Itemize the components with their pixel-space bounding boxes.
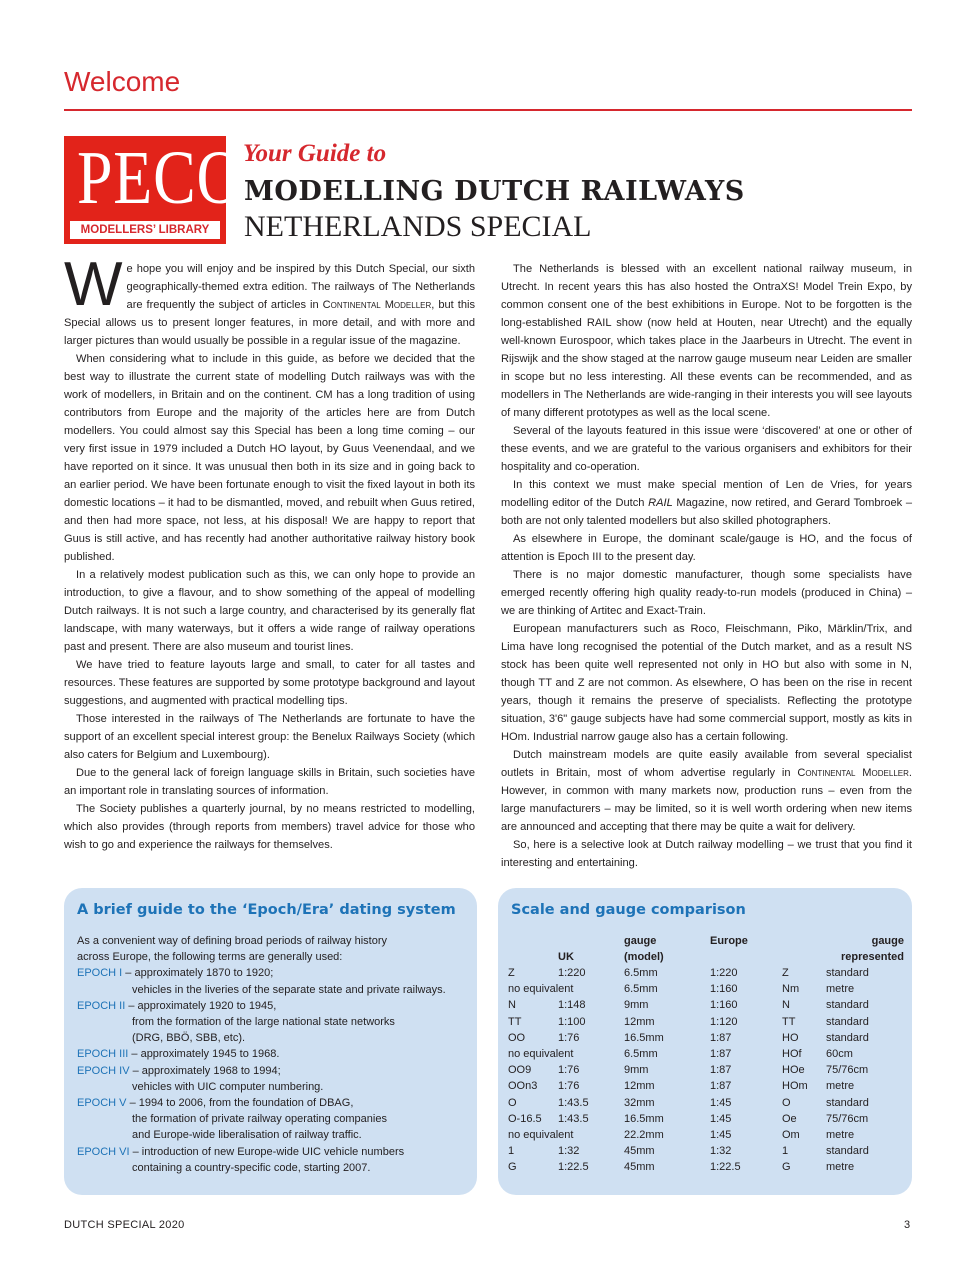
epoch-text: – approximately 1968 to 1994; (129, 1064, 281, 1077)
europe-scale-cell: 1:45 (710, 1129, 732, 1142)
europe-scale-cell: 1:87 (710, 1048, 732, 1061)
europe-scale-cell: 1:160 (710, 983, 738, 996)
magazine-name: Continental Modeller (322, 299, 432, 311)
uk-gauge-cell: no equivalent (508, 1129, 574, 1142)
footer-publication: DUTCH SPECIAL 2020 (64, 1219, 185, 1231)
epoch-detail: from the formation of the large national state networks (132, 1016, 395, 1029)
article-column-left (64, 250, 475, 854)
epoch-item (77, 965, 472, 981)
epoch-detail: the formation of private railway operating companies (132, 1113, 387, 1126)
epoch-detail: vehicles with UIC computer numbering. (132, 1080, 324, 1093)
header-gauge-model: gauge (model) (624, 935, 664, 963)
article-text: Dutch mainstream models are quite easily available from several specialist outlets in Britain, most of whom advertise regularly in (501, 749, 912, 779)
article-paragraph: So, here is a selective look at Dutch railway modelling – we trust that you find it interesting and entertaining. (501, 839, 912, 869)
uk-scale-cell: 1:76 (558, 1031, 580, 1044)
guide-kicker: Your Guide to (243, 140, 387, 167)
gauge-represented-cell: metre (826, 983, 855, 996)
logo-strip: MODELLERS’ LIBRARY (70, 221, 220, 239)
article-paragraph (501, 746, 912, 836)
guide-subtitle: NETHERLANDS SPECIAL (244, 210, 592, 243)
epoch-detail: vehicles in the liveries of the separate state and private railways. (132, 983, 446, 996)
uk-scale-cell: 1:76 (558, 1080, 580, 1093)
gauge-represented-cell: standard (826, 1096, 869, 1109)
model-gauge-cell: 6.5mm (624, 983, 658, 996)
model-gauge-cell: 9mm (624, 999, 649, 1012)
peco-logo (64, 136, 244, 244)
europe-gauge-cell: Nm (782, 983, 800, 996)
europe-scale-cell: 1:45 (710, 1112, 732, 1125)
gauge-represented-cell: standard (826, 999, 869, 1012)
table-row (508, 1014, 904, 1030)
table-row (508, 1078, 904, 1094)
epoch-label: EPOCH III (77, 1048, 129, 1061)
article-paragraph: As elsewhere in Europe, the dominant scale/gauge is HO, and the focus of attention is Epoch III to the present day. (501, 533, 912, 563)
article-text: e hope you will enjoy and be inspired by this Dutch Special, our sixth geographically-themed extra edition. The railways of The Netherlands are frequently the subject of articles in (126, 263, 475, 311)
uk-gauge-cell: N (508, 999, 516, 1012)
article-paragraph: Due to the general lack of foreign language skills in Britain, such societies have an important role in translating sources of information. (64, 767, 475, 797)
model-gauge-cell: 16.5mm (624, 1031, 664, 1044)
model-gauge-cell: 22.2mm (624, 1129, 664, 1142)
article-paragraph (64, 250, 475, 350)
epoch-label: EPOCH V (77, 1097, 127, 1110)
uk-scale-cell: 1:76 (558, 1064, 580, 1077)
table-row (508, 1062, 904, 1078)
uk-scale-cell: 1:148 (558, 999, 586, 1012)
uk-gauge-cell: OO9 (508, 1064, 532, 1077)
page-number: 3 (904, 1219, 911, 1231)
uk-scale-cell: 1:22.5 (558, 1161, 589, 1174)
europe-gauge-cell: HOe (782, 1064, 805, 1077)
title-rule (64, 109, 912, 111)
epoch-label: EPOCH VI (77, 1145, 130, 1158)
table-row (508, 1159, 904, 1175)
epoch-detail: and Europe-wide liberalisation of railway traffic. (132, 1129, 362, 1142)
epoch-box-title: A brief guide to the ‘Epoch/Era’ dating system (77, 902, 456, 918)
europe-scale-cell: 1:120 (710, 1015, 738, 1028)
uk-gauge-cell: Z (508, 967, 515, 979)
table-header-row (508, 933, 904, 965)
epoch-label: EPOCH II (77, 999, 126, 1012)
model-gauge-cell: 45mm (624, 1145, 655, 1158)
header-gauge-represented: gauge represented (841, 935, 904, 963)
uk-gauge-cell: G (508, 1161, 517, 1174)
table-row (508, 1030, 904, 1046)
uk-gauge-cell: no equivalent (508, 983, 574, 996)
uk-gauge-cell: O-16.5 (508, 1112, 542, 1125)
article-paragraph: The Society publishes a quarterly journal, by no means restricted to modelling, which also provides (through reports from members) travel advice for those who wish to go and experience the railways for themselves. (64, 803, 475, 851)
table-row (508, 1127, 904, 1143)
gauge-represented-cell: metre (826, 1129, 855, 1142)
europe-scale-cell: 1:22.5 (710, 1161, 741, 1174)
epoch-intro: across Europe, the following terms are generally used: (77, 951, 343, 964)
model-gauge-cell: 16.5mm (624, 1112, 664, 1125)
model-gauge-cell: 12mm (624, 1080, 655, 1093)
europe-gauge-cell: HOm (782, 1080, 808, 1093)
article-text: , but this Special allows us to present longer features, in more detail, and with more and larger pictures than would usually be possible in a regular issue of the magazine. (64, 299, 475, 347)
europe-gauge-cell: Om (782, 1129, 800, 1142)
model-gauge-cell: 6.5mm (624, 1048, 658, 1061)
uk-scale-cell: 1:220 (558, 967, 586, 979)
article-paragraph: European manufacturers such as Roco, Fleischmann, Piko, Märklin/Trix, and Lima have long recognised the potential of the Dutch market, and as a result NS stock has been quite well represented not only in HO but also with some in N, though TT and Z are not common. As elsewhere, O has been on the rise in recent years, though it remains the preserve of specialists. Reflecting the prototype situation, 3'6" gauge subjects have had some commercial support, mostly as kits in HOm. Industrial narrow gauge also has a certain following. (501, 623, 912, 743)
article-text: Magazine, now retired, and Gerard Tombroek – both are not only talented modellers but also skilled photographers. (501, 497, 912, 527)
epoch-label: EPOCH I (77, 967, 123, 980)
epoch-item (77, 1144, 472, 1160)
europe-scale-cell: 1:45 (710, 1096, 732, 1109)
uk-scale-cell: 1:43.5 (558, 1096, 589, 1109)
article-paragraph: In a relatively modest publication such as this, we can only hope to provide an introduction, to give a flavour, and to show something of the appeal of modelling Dutch railways. It is not such a large country, and characterised by its generally flat landscape, with many waterways, but it offers a wide range of railway operations past and present. There are also museum and tourist lines. (64, 569, 475, 653)
magazine-name: RAIL (648, 497, 673, 509)
europe-gauge-cell: G (782, 1161, 791, 1174)
article-paragraph: The Netherlands is blessed with an excellent national railway museum, in Utrecht. In recent years this has also hosted the OntraXS! Model Trein Expo, by common consent one of the best exhibitions in Europe. Not to be forgotten is the long-established RAIL show (now held at Houten, near Utrecht) and the equally well-known Eurospoor, which takes place in the Jaarbeurs in Utrecht. The event in Rijswijk and the show staged at the narrow gauge museum near Leiden are smaller in scope but no less interesting. All these events can be recommended, and as modellers in The Netherlands are wide-ranging in their interests you will see layouts of many different prototypes as well as the local scene. (501, 263, 912, 419)
epoch-intro: As a convenient way of defining broad periods of railway history (77, 935, 388, 947)
table-row (508, 1111, 904, 1127)
europe-scale-cell: 1:32 (710, 1145, 732, 1158)
model-gauge-cell: 45mm (624, 1161, 655, 1174)
europe-scale-cell: 1:220 (710, 967, 738, 979)
scale-box-title: Scale and gauge comparison (511, 902, 746, 918)
gauge-represented-cell: standard (826, 967, 869, 979)
epoch-list (77, 933, 472, 1176)
gauge-represented-cell: standard (826, 1145, 869, 1158)
article-paragraph: We have tried to feature layouts large and small, to cater for all tastes and resources. These features are supported by some prototype background and layout suggestions, and augmented with practical modelling tips. (64, 659, 475, 707)
article-text: In this context we must make special mention of Len de Vries, for years modelling editor of the Dutch (501, 479, 912, 509)
uk-gauge-cell: OO (508, 1031, 526, 1044)
epoch-item (77, 1046, 472, 1062)
table-row (508, 981, 904, 997)
europe-gauge-cell: N (782, 999, 790, 1012)
article-text: . However, in common with many markets now, production runs – even from the large manufacturers – may be limited, so it is well worth ordering when new items are announced and accepting that there may be quite a wait for delivery. (501, 767, 912, 833)
epoch-text: – approximately 1945 to 1968. (128, 1048, 280, 1061)
gauge-represented-cell: metre (826, 1080, 855, 1093)
uk-scale-cell: 1:32 (558, 1145, 580, 1158)
epoch-item (77, 1095, 472, 1111)
guide-title: MODELLING DUTCH RAILWAYS (244, 176, 745, 207)
article-paragraph (501, 476, 912, 530)
model-gauge-cell: 12mm (624, 1015, 655, 1028)
header-uk: UK (558, 951, 574, 963)
epoch-text: – approximately 1870 to 1920; (122, 967, 274, 980)
epoch-guide-box (64, 888, 477, 1195)
table-row (508, 997, 904, 1013)
uk-gauge-cell: OOn3 (508, 1080, 538, 1093)
gauge-represented-cell: 75/76cm (826, 1112, 869, 1125)
gauge-represented-cell: metre (826, 1161, 855, 1174)
drop-cap: W (64, 250, 123, 319)
scale-gauge-box (498, 888, 912, 1195)
table-row (508, 1046, 904, 1062)
logo-brand: PECO (76, 136, 244, 220)
uk-scale-cell: 1:100 (558, 1015, 586, 1028)
europe-scale-cell: 1:87 (710, 1080, 732, 1093)
europe-gauge-cell: HOf (782, 1048, 802, 1061)
article-paragraph: Those interested in the railways of The Netherlands are fortunate to have the support of an excellent special interest group: the Benelux Railways Society (which also caters for Belgium and Luxembourg). (64, 713, 475, 761)
uk-gauge-cell: no equivalent (508, 1048, 574, 1061)
article-column-right (501, 260, 912, 872)
magazine-name: Continental Modeller (797, 767, 909, 779)
model-gauge-cell: 9mm (624, 1064, 649, 1077)
gauge-represented-cell: 75/76cm (826, 1064, 869, 1077)
europe-scale-cell: 1:87 (710, 1064, 732, 1077)
europe-gauge-cell: 1 (782, 1145, 789, 1158)
europe-scale-cell: 1:160 (710, 999, 738, 1012)
uk-scale-cell: 1:43.5 (558, 1112, 589, 1125)
article-paragraph: When considering what to include in this guide, as before we decided that the best way to illustrate the current state of modelling Dutch railways was with the work of modellers, in Britain and on the continent. CM has a long tradition of using contributors from Europe and the majority of the articles here are from Dutch modellers. You could almost say this Special has been a long time coming – our very first issue in 1979 included a Dutch HO layout, by Guus Veenendaal, and we have reported on it since. It was unusual then both in its size and in going back to an earlier period. We have been fortunate enough to visit the fixed layout in both its domestic locations – it had to be dismantled, moved, and rebuilt when Guus retired, and then had more space, not less, at his disposal! We are happy to report that Guus is still active, and has recently had another authoritative railway history book published. (64, 353, 475, 563)
table-row (508, 965, 904, 981)
europe-scale-cell: 1:87 (710, 1031, 732, 1044)
epoch-text: – approximately 1920 to 1945, (125, 999, 277, 1012)
model-gauge-cell: 6.5mm (624, 967, 658, 979)
article-paragraph: There is no major domestic manufacturer, though some specialists have emerged recently offering high quality ready-to-run models (produced in China) – we are thinking of Artitec and Exact-Train. (501, 569, 912, 617)
table-row (508, 1095, 904, 1111)
article-paragraph: Several of the layouts featured in this issue were ‘discovered’ at one or other of these events, and we are grateful to the various organisers and exhibitors for their hospitality and co-operation. (501, 425, 912, 473)
epoch-text: – 1994 to 2006, from the foundation of DBAG, (126, 1097, 354, 1110)
gauge-represented-cell: 60cm (826, 1048, 853, 1061)
europe-gauge-cell: O (782, 1096, 791, 1109)
europe-gauge-cell: Z (782, 967, 789, 979)
page-title: Welcome (64, 66, 181, 97)
uk-gauge-cell: TT (508, 1015, 522, 1028)
scale-gauge-table (508, 933, 904, 1176)
uk-gauge-cell: 1 (508, 1145, 515, 1158)
epoch-detail: (DRG, BBÖ, SBB, etc). (132, 1032, 246, 1045)
epoch-label: EPOCH IV (77, 1064, 130, 1077)
epoch-item (77, 1063, 472, 1079)
model-gauge-cell: 32mm (624, 1096, 655, 1109)
europe-gauge-cell: Oe (782, 1112, 797, 1125)
gauge-represented-cell: standard (826, 1015, 869, 1028)
epoch-item (77, 998, 472, 1014)
epoch-text: – introduction of new Europe-wide UIC vehicle numbers (129, 1145, 405, 1158)
europe-gauge-cell: TT (782, 1015, 796, 1028)
table-row (508, 1143, 904, 1159)
europe-gauge-cell: HO (782, 1031, 799, 1044)
gauge-represented-cell: standard (826, 1031, 869, 1044)
epoch-detail: containing a country-specific code, starting 2007. (132, 1161, 371, 1174)
uk-gauge-cell: O (508, 1096, 517, 1109)
header-europe: Europe (710, 935, 748, 947)
